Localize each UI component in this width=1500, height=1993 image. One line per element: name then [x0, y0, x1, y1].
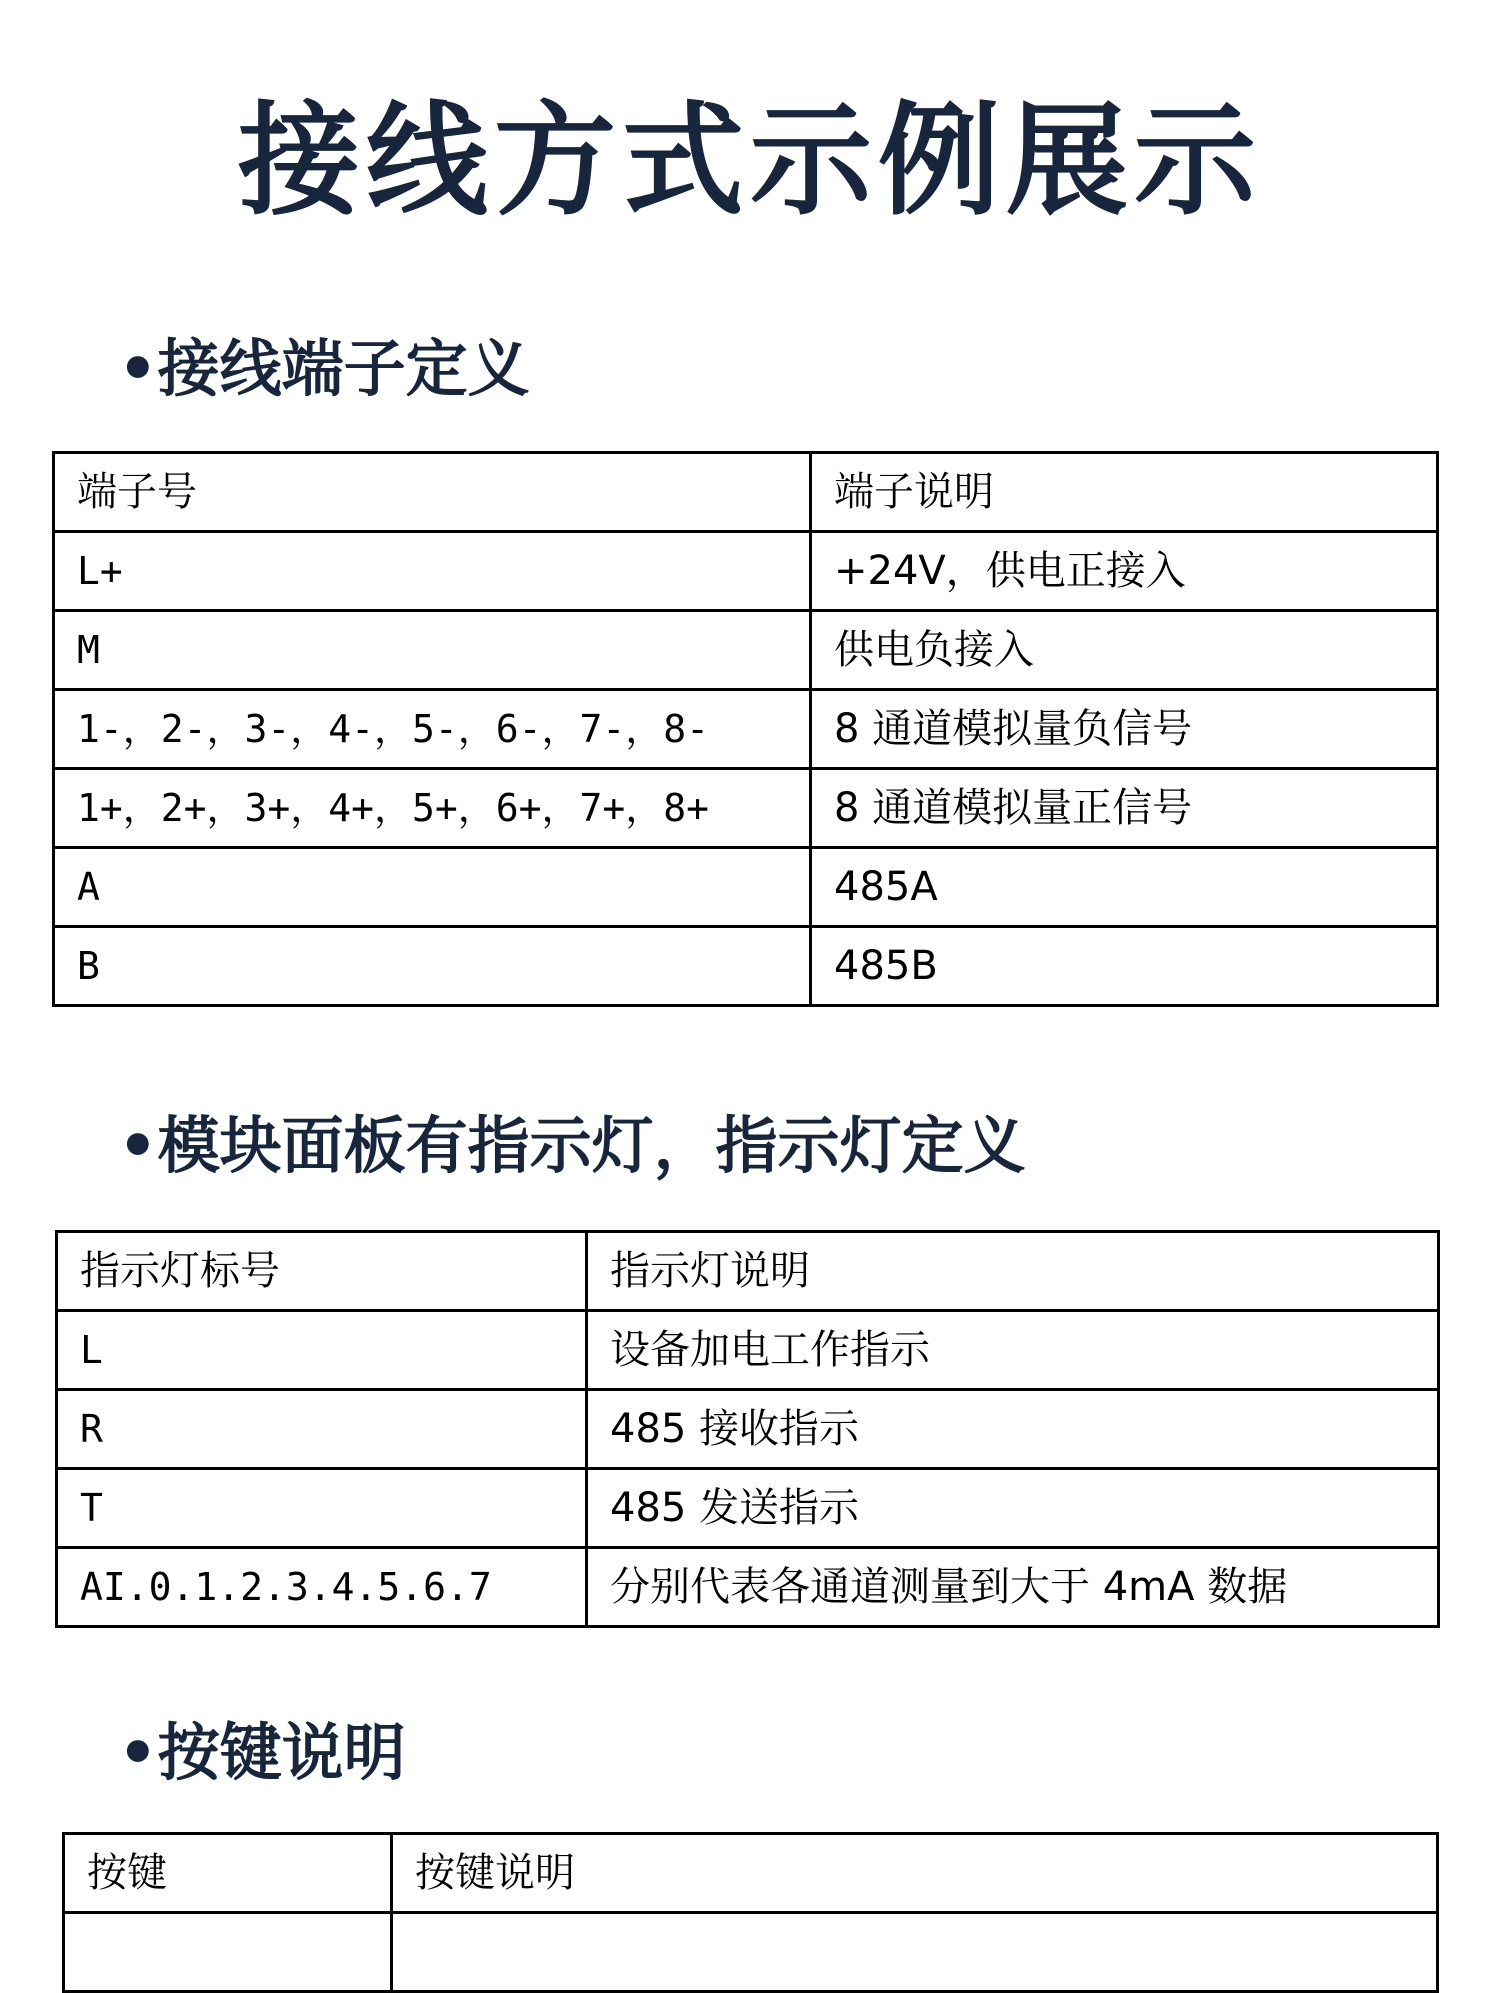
table-header-row	[54, 453, 1438, 532]
indicator-desc-cell: 485 发送指示	[587, 1469, 1439, 1548]
terminal-definition-table	[52, 451, 1439, 1007]
table-header-cell: 端子号	[54, 453, 811, 532]
table-row	[57, 1548, 1439, 1627]
indicator-desc-cell: 分别代表各通道测量到大于 4mA 数据	[587, 1548, 1439, 1627]
terminal-desc-cell: +24V，供电正接入	[811, 532, 1438, 611]
terminal-id-cell: A	[54, 848, 811, 927]
terminal-id-cell: 1-，2-，3-，4-，5-，6-，7-，8-	[54, 690, 811, 769]
indicator-id-cell: L	[57, 1311, 587, 1390]
table-header-cell: 按键	[64, 1834, 392, 1913]
table-header-cell: 端子说明	[811, 453, 1438, 532]
terminal-desc-cell: 8 通道模拟量正信号	[811, 769, 1438, 848]
key-definition-table	[62, 1832, 1439, 1993]
table-header-cell: 按键说明	[392, 1834, 1438, 1913]
terminal-id-cell: M	[54, 611, 811, 690]
table-header-cell: 指示灯标号	[57, 1232, 587, 1311]
terminal-id-cell: 1+，2+，3+，4+，5+，6+，7+，8+	[54, 769, 811, 848]
table-row	[54, 769, 1438, 848]
table-row	[64, 1913, 1438, 1992]
key-desc-cell	[392, 1913, 1438, 1992]
section-heading-keys: •按键说明	[118, 1716, 406, 1789]
indicator-id-cell: AI.0.1.2.3.4.5.6.7	[57, 1548, 587, 1627]
terminal-desc-cell: 供电负接入	[811, 611, 1438, 690]
table-row	[54, 690, 1438, 769]
section-heading-terminals: •接线端子定义	[118, 332, 530, 405]
table-header-row	[57, 1232, 1439, 1311]
table-header-cell: 指示灯说明	[587, 1232, 1439, 1311]
table-header-row	[64, 1834, 1438, 1913]
table-row	[54, 611, 1438, 690]
terminal-id-cell: B	[54, 927, 811, 1006]
section-heading-indicators: •模块面板有指示灯，指示灯定义	[118, 1109, 1026, 1182]
indicator-id-cell: R	[57, 1390, 587, 1469]
table-row	[54, 927, 1438, 1006]
indicator-id-cell: T	[57, 1469, 587, 1548]
indicator-definition-table	[55, 1230, 1440, 1628]
table-row	[57, 1390, 1439, 1469]
table-row	[57, 1469, 1439, 1548]
indicator-desc-cell: 设备加电工作指示	[587, 1311, 1439, 1390]
terminal-desc-cell: 485B	[811, 927, 1438, 1006]
key-id-cell	[64, 1913, 392, 1992]
table-row	[57, 1311, 1439, 1390]
table-row	[54, 532, 1438, 611]
page-title: 接线方式示例展示	[238, 90, 1262, 232]
terminal-desc-cell: 485A	[811, 848, 1438, 927]
indicator-desc-cell: 485 接收指示	[587, 1390, 1439, 1469]
terminal-id-cell: L+	[54, 532, 811, 611]
terminal-desc-cell: 8 通道模拟量负信号	[811, 690, 1438, 769]
table-row	[54, 848, 1438, 927]
